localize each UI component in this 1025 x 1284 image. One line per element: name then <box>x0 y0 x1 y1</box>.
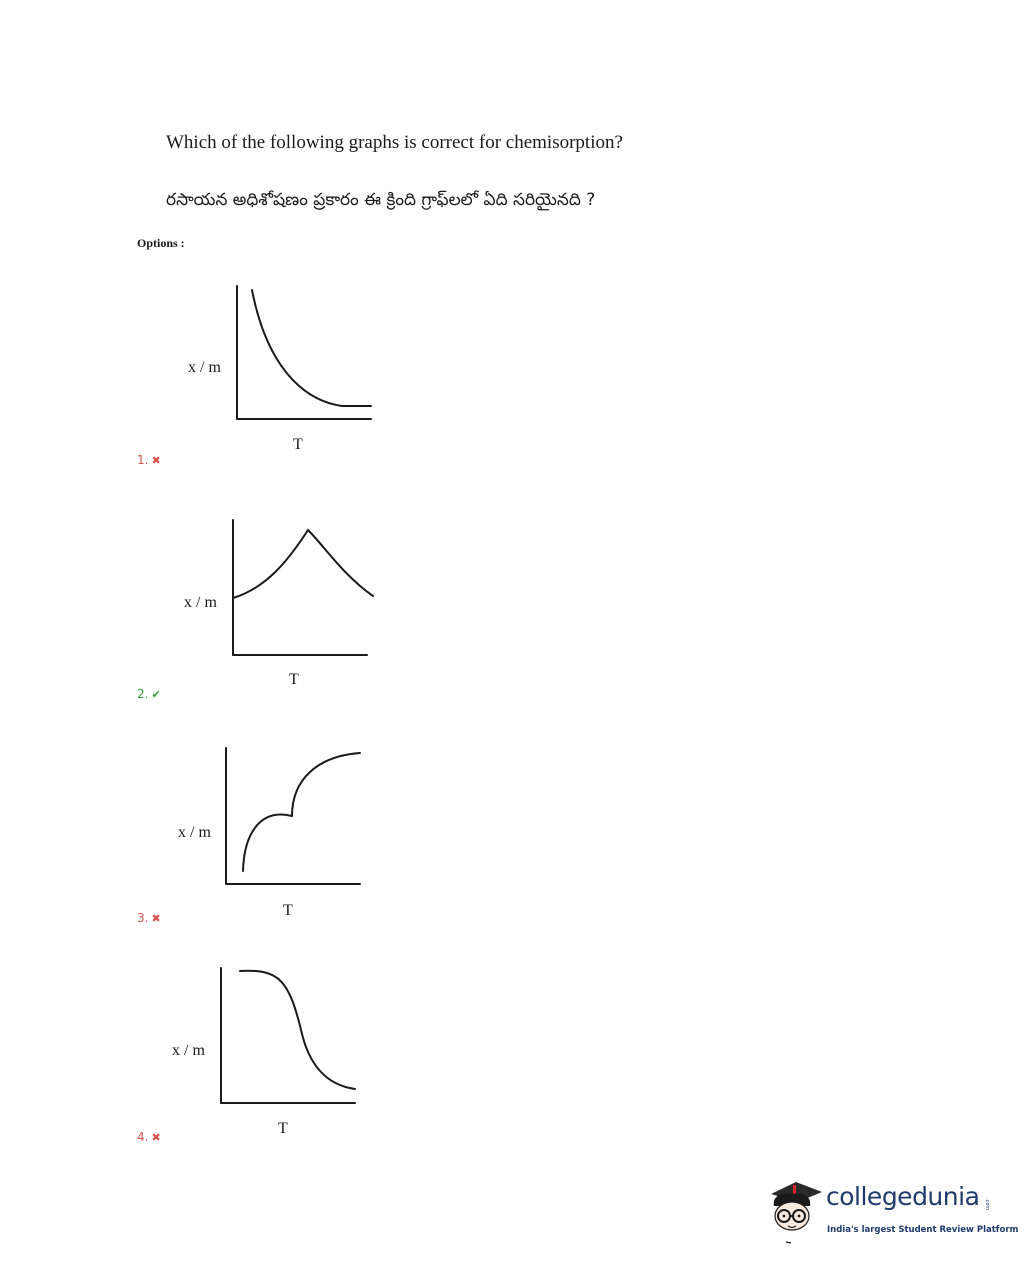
option-3-number: 3. <box>137 911 149 925</box>
option-2-curve <box>233 530 373 598</box>
option-3-curve <box>243 753 360 871</box>
option-1-marker[interactable] <box>137 453 161 467</box>
option-2-graph <box>226 516 380 661</box>
logo-wordmark: collegedunia <box>826 1182 980 1211</box>
option-4-incorrect-icon: ✖ <box>151 1131 161 1144</box>
logo-domain-suffix: .com <box>984 1198 990 1211</box>
option-1-axes <box>237 286 371 419</box>
option-1-xlabel: T <box>293 436 303 453</box>
question-text-english: Which of the following graphs is correct for chemisorption? <box>166 132 623 153</box>
option-3-ylabel: x / m <box>178 824 211 841</box>
option-4-curve <box>240 971 355 1089</box>
option-3-incorrect-icon: ✖ <box>151 912 161 925</box>
option-4-xlabel: T <box>278 1120 288 1137</box>
option-3-graph <box>220 744 370 889</box>
option-1-incorrect-icon: ✖ <box>151 454 161 467</box>
options-label: Options : <box>137 236 185 250</box>
graduate-mascot-icon <box>766 1176 826 1246</box>
option-4-number: 4. <box>137 1130 149 1144</box>
option-2-correct-icon: ✔ <box>151 688 161 701</box>
option-3-marker[interactable] <box>137 911 161 925</box>
option-2-ylabel: x / m <box>184 594 217 611</box>
option-4-graph <box>214 964 364 1109</box>
question-text-telugu: రసాయన అధిశోషణం ప్రకారం ఈ క్రింది గ్రాఫ్‌లలో ఏది సరియైనది ? <box>166 190 596 210</box>
option-1-ylabel: x / m <box>188 359 221 376</box>
option-1-graph <box>230 282 380 427</box>
logo-tagline: India's largest Student Review Platform <box>827 1225 1019 1235</box>
option-2-marker[interactable] <box>137 687 161 701</box>
option-1-curve <box>252 290 371 406</box>
option-2-number: 2. <box>137 687 149 701</box>
option-4-marker[interactable] <box>137 1130 161 1144</box>
option-1-number: 1. <box>137 453 149 467</box>
option-4-ylabel: x / m <box>172 1042 205 1059</box>
option-2-xlabel: T <box>289 671 299 688</box>
option-3-xlabel: T <box>283 902 293 919</box>
collegedunia-logo[interactable] <box>766 1176 1019 1246</box>
